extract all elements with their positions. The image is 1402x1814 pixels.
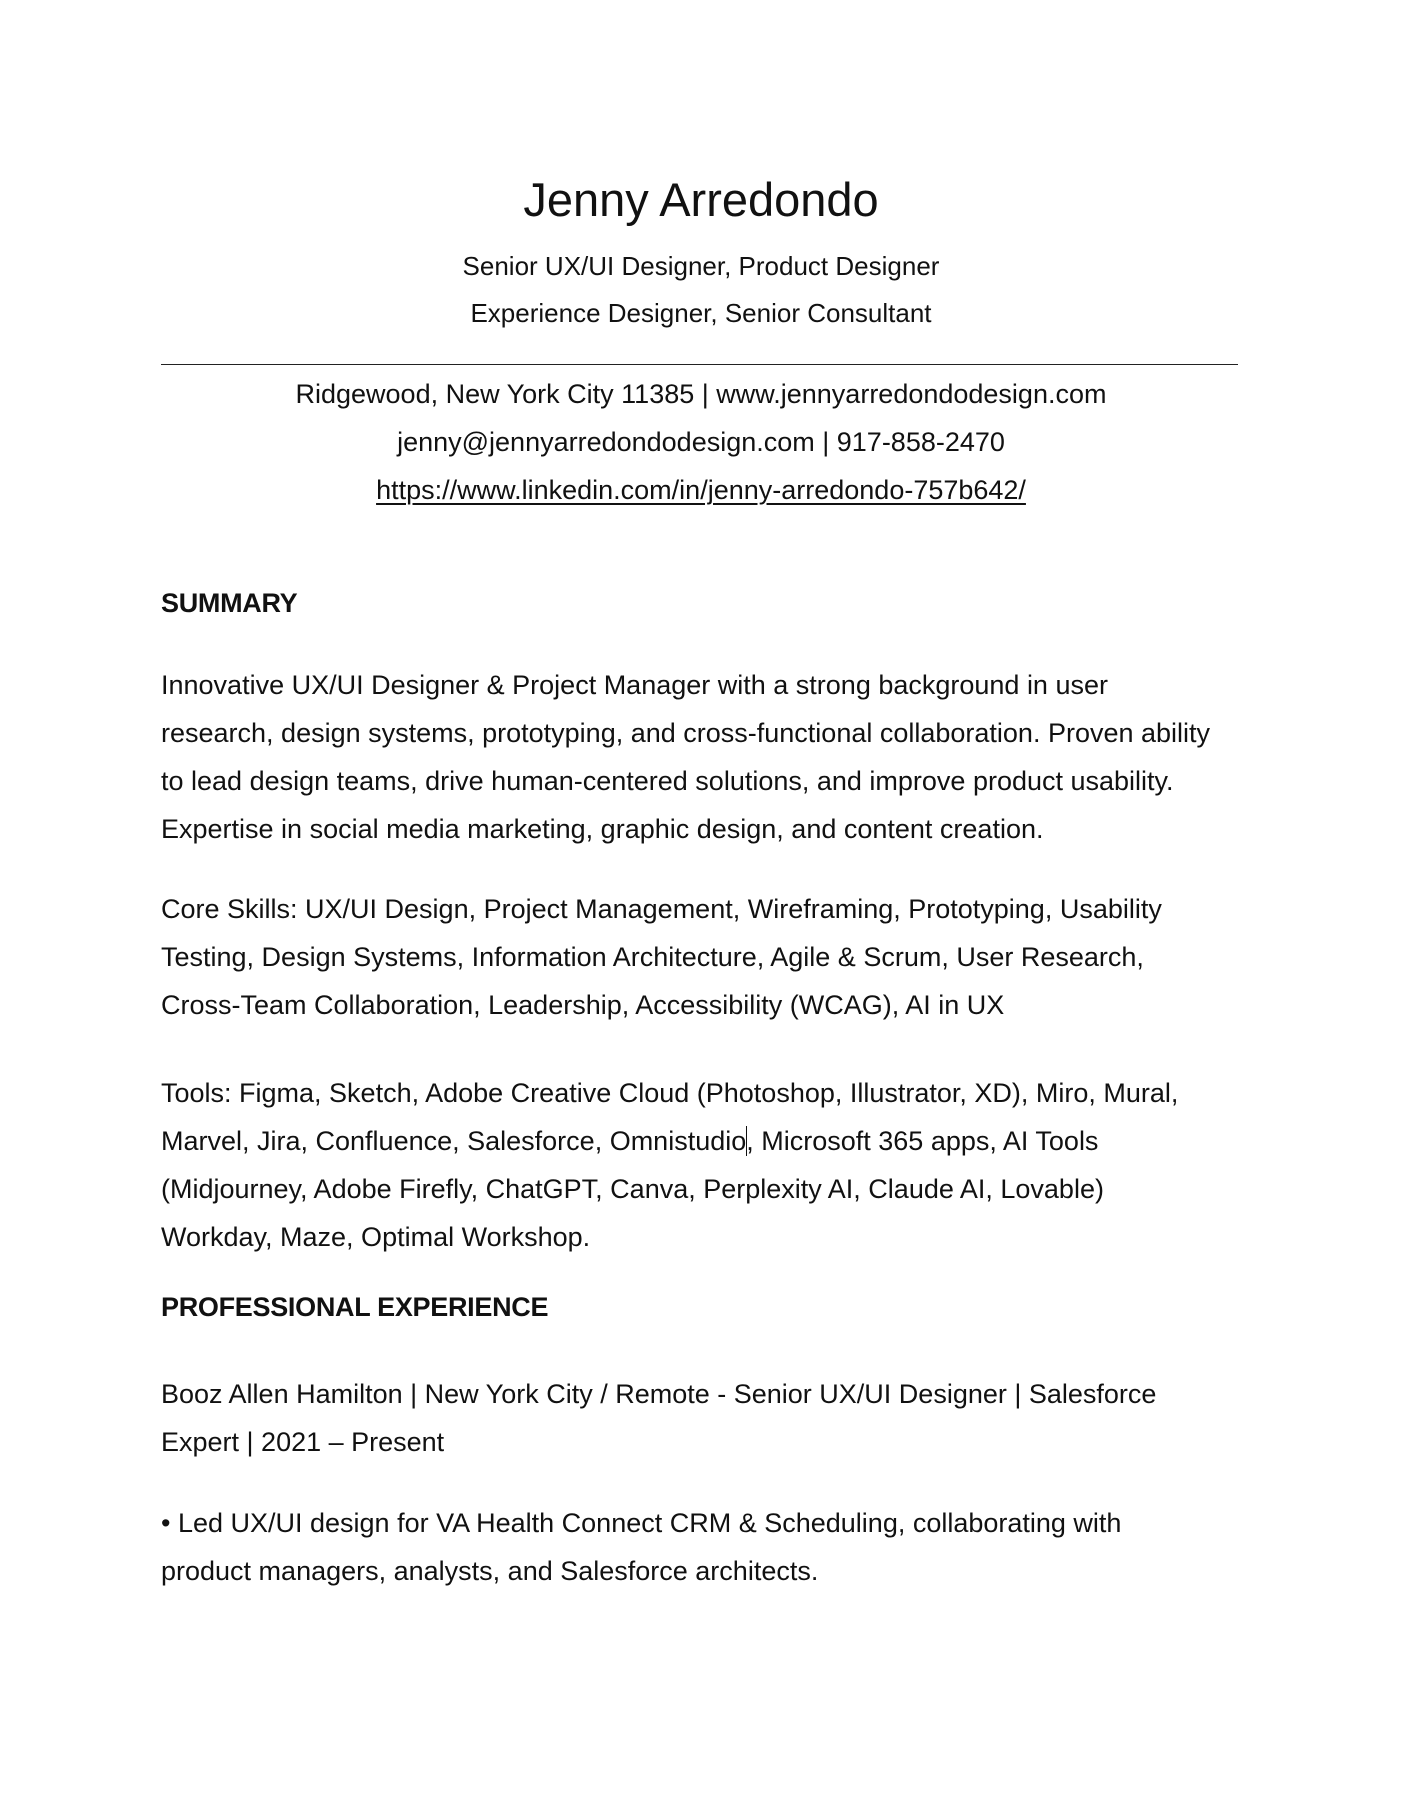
bullet-line: • Led UX/UI design for VA Health Connect CRM & Scheduling, collaborating with (161, 1508, 1122, 1538)
candidate-name: Jenny Arredondo (523, 173, 879, 226)
job-bullet (161, 1499, 1246, 1595)
experience-heading: PROFESSIONAL EXPERIENCE (161, 1292, 549, 1322)
tools-text-before-cursor: Marvel, Jira, Confluence, Salesforce, Omnistudio (161, 1126, 747, 1156)
job-titles-line-1: Senior UX/UI Designer, Product Designer (462, 251, 940, 281)
summary-heading: SUMMARY (161, 588, 298, 618)
tools-text-after-cursor: , Microsoft 365 apps, AI Tools (746, 1126, 1099, 1156)
header-divider (161, 364, 1238, 365)
summary-line: research, design systems, prototyping, and cross-functional collaboration. Proven ability (161, 718, 1211, 748)
job-header-line: Booz Allen Hamilton | New York City / Remote - Senior UX/UI Designer | Salesforce (161, 1379, 1157, 1409)
summary-paragraph (161, 661, 1246, 853)
contact-linkedin-row (0, 473, 1402, 507)
core-skills-paragraph (161, 885, 1246, 1029)
contact-email-phone: jenny@jennyarredondodesign.com | 917-858-2470 (397, 427, 1005, 457)
core-skills-line: Testing, Design Systems, Information Architecture, Agile & Scrum, User Research, (161, 942, 1144, 972)
bullet-line: product managers, analysts, and Salesforce architects. (161, 1556, 819, 1586)
core-skills-line: Core Skills: UX/UI Design, Project Management, Wireframing, Prototyping, Usability (161, 894, 1162, 924)
summary-line: Innovative UX/UI Designer & Project Manager with a strong background in user (161, 670, 1108, 700)
tools-line: (Midjourney, Adobe Firefly, ChatGPT, Canva, Perplexity AI, Claude AI, Lovable) (161, 1174, 1104, 1204)
job-titles-line-2: Experience Designer, Senior Consultant (470, 298, 932, 328)
linkedin-link[interactable]: https://www.linkedin.com/in/jenny-arredondo-757b642/ (376, 475, 1026, 505)
job-header (161, 1370, 1246, 1466)
tools-paragraph[interactable] (161, 1069, 1246, 1261)
job-header-line: Expert | 2021 – Present (161, 1427, 445, 1457)
summary-line: to lead design teams, drive human-centered solutions, and improve product usability. (161, 766, 1174, 796)
summary-line: Expertise in social media marketing, graphic design, and content creation. (161, 814, 1044, 844)
tools-line: Workday, Maze, Optimal Workshop. (161, 1222, 591, 1252)
tools-line: Tools: Figma, Sketch, Adobe Creative Cloud (Photoshop, Illustrator, XD), Miro, Mural, (161, 1078, 1179, 1108)
core-skills-line: Cross-Team Collaboration, Leadership, Accessibility (WCAG), AI in UX (161, 990, 1005, 1020)
contact-address-website: Ridgewood, New York City 11385 | www.jennyarredondodesign.com (295, 379, 1107, 409)
tools-line (161, 1117, 1246, 1165)
